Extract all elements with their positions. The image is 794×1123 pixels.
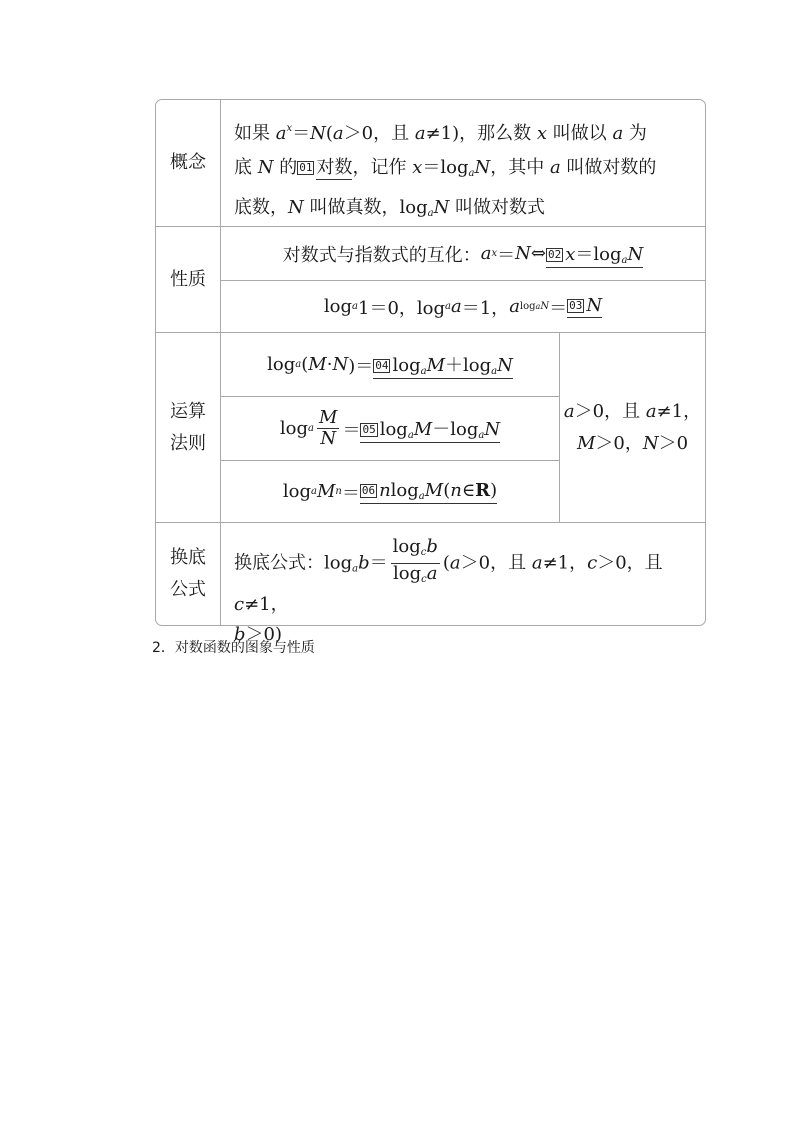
change-of-base-line-2: b＞0) [234, 624, 283, 645]
row-label-concept: 概念 [156, 100, 221, 226]
condition-line-2: M＞0，N＞0 [576, 432, 689, 454]
blank-number-06: 06 [361, 483, 376, 497]
change-of-base-line-1: 换底公式：$\log_ab=$ $\frac{\log_cb}{\log_ca}$ (a＞0，且 a≠1，c＞0，且 c≠1， [234, 536, 663, 615]
change-of-base-text [234, 537, 695, 650]
rule-power: log a M n ＝ 06 nlog$_a$M(n∈R) [221, 460, 560, 522]
blank-number-04: 04 [375, 358, 389, 372]
concept-line-2: 底 N 的 01 对数，记作 $x=\log_aN$，其中 a 叫做对数的 [234, 157, 657, 179]
property-conversion: 对数式与指数式的互化： a x ＝ N ⇔ 02 $x=\log_aN$ [221, 227, 705, 280]
blank-number-02: 02 [547, 247, 562, 261]
condition-line-1: a＞0，且 a≠1， [563, 400, 702, 422]
row-operation-rules [156, 332, 705, 522]
fraction-change-of-base: $\frac{\log_cb}{\log_ca}$ [392, 536, 438, 585]
section-caption: 2．对数函数的图象与性质 [152, 640, 315, 656]
property-values: log a 1＝0，log a a ＝1， a logaN ＝ 03 N [221, 280, 705, 332]
blank-number-05: 05 [362, 422, 376, 436]
concept-line-3: 底数，N 叫做真数，$\log_aN$ 叫做对数式 [234, 197, 546, 219]
rule-conditions [560, 333, 705, 522]
logarithm-summary-table [155, 99, 706, 645]
row-change-of-base [156, 522, 705, 645]
concept-line-1: 如果 $a^x=N(a>0$，且 a≠1)，那么数 x 叫做以 a 为 [234, 123, 647, 144]
row-label-operation-rules: 运算 法则 [156, 333, 221, 522]
rule-product: log a ( M · N )＝ 04 $\log_aM+\log_aN$ [221, 333, 560, 396]
fraction-m-over-n: $\frac{M}{N}$ [319, 407, 338, 449]
blank-number-03: 03 [569, 299, 583, 312]
concept-text [234, 112, 695, 231]
row-concept [156, 100, 705, 226]
blank-number-01: 01 [299, 161, 313, 174]
rule-quotient: log a $\frac{M}{N}$ ＝ 05 $\log_aM-\log_aN$ [221, 396, 560, 460]
row-label-properties: 性质 [156, 227, 221, 332]
row-label-change-of-base: 换底 公式 [156, 523, 221, 625]
row-properties [156, 226, 705, 332]
